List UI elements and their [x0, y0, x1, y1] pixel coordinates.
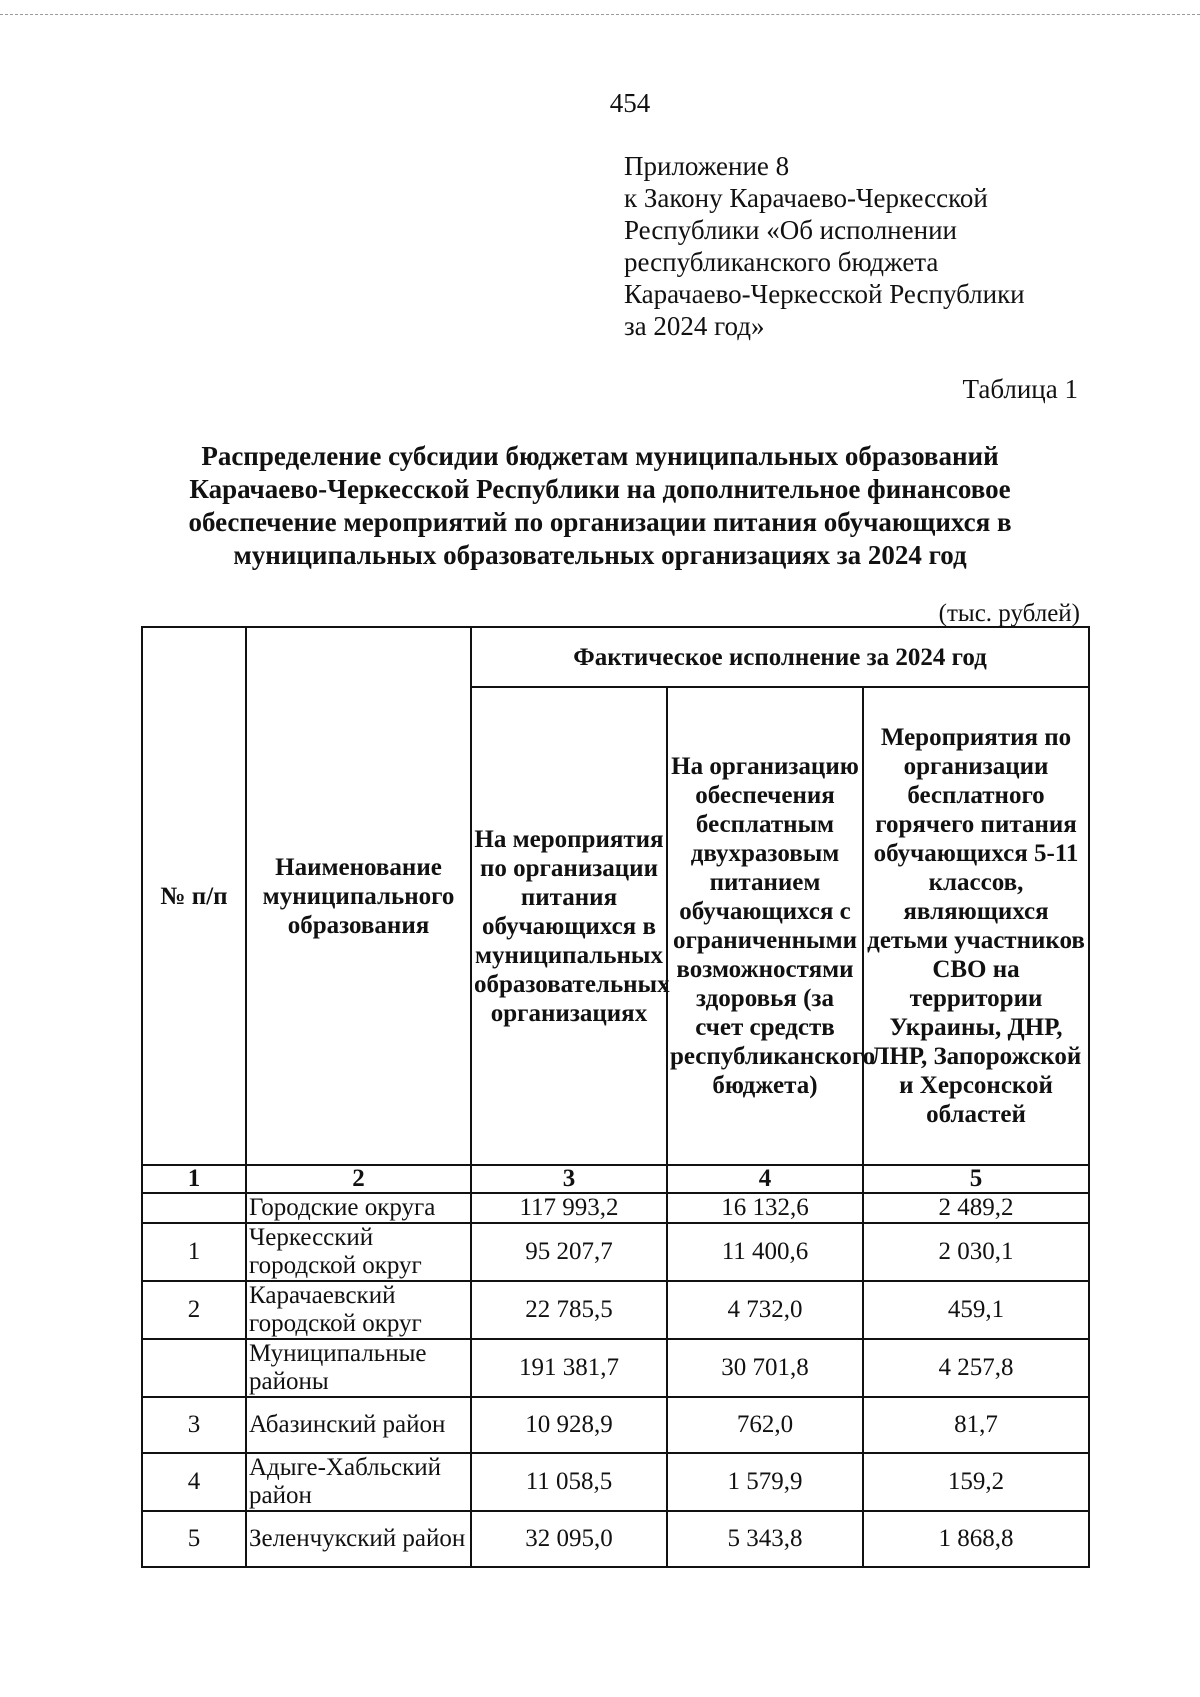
- table-row: [142, 1397, 1089, 1453]
- row-value-col5: 159,2: [863, 1453, 1089, 1511]
- header-col3: На мероприятия по организации питания обучающихся в муниципальных образовательных организациях: [471, 687, 667, 1165]
- row-value-col3: 32 095,0: [471, 1511, 667, 1567]
- row-name: Адыге-Хабльский район: [246, 1453, 471, 1511]
- row-name: Муниципальные районы: [246, 1339, 471, 1397]
- row-value-col5: 81,7: [863, 1397, 1089, 1453]
- row-num: [142, 1193, 246, 1223]
- table-row: [142, 1193, 1089, 1223]
- row-value-col5: 4 257,8: [863, 1339, 1089, 1397]
- page-number: 454: [609, 88, 651, 118]
- appendix-line: Карачаево-Черкесской Республики: [624, 279, 1025, 309]
- row-value-col4: 5 343,8: [667, 1511, 863, 1567]
- row-value-col3: 117 993,2: [471, 1193, 667, 1223]
- row-num: 2: [142, 1281, 246, 1339]
- appendix-line: за 2024 год»: [624, 311, 765, 341]
- row-value-col4: 1 579,9: [667, 1453, 863, 1511]
- row-name: Черкесский городской округ: [246, 1223, 471, 1281]
- table-row: [142, 1223, 1089, 1281]
- table-row: [142, 1453, 1089, 1511]
- row-num: 1: [142, 1223, 246, 1281]
- header-col5: Мероприятия по организации бесплатного горячего питания обучающихся 5-11 классов, являющихся детьми участников СВО на территории Украины, ДНР, ЛНР, Запорожской и Херсонской областей: [863, 687, 1089, 1165]
- subsidy-table: [141, 626, 1090, 1568]
- column-number: 1: [142, 1165, 246, 1193]
- table-row: [142, 1281, 1089, 1339]
- row-value-col3: 11 058,5: [471, 1453, 667, 1511]
- title-line: обеспечение мероприятий по организации питания обучающихся в: [188, 507, 1012, 537]
- row-name: Абазинский район: [246, 1397, 471, 1453]
- header-group: Фактическое исполнение за 2024 год: [471, 627, 1089, 687]
- header-col4: На организацию обеспечения бесплатным двухразовым питанием обучающихся с ограниченными возможностями здоровья (за счет средств республиканского бюджета): [667, 687, 863, 1165]
- row-num: 5: [142, 1511, 246, 1567]
- header-num: № п/п: [142, 627, 246, 1165]
- table-label: Таблица 1: [962, 374, 1078, 404]
- row-name: Карачаевский городской округ: [246, 1281, 471, 1339]
- row-num: 4: [142, 1453, 246, 1511]
- title-line: Карачаево-Черкесской Республики на дополнительное финансовое: [189, 474, 1011, 504]
- row-value-col4: 4 732,0: [667, 1281, 863, 1339]
- header-row: [142, 627, 1089, 687]
- appendix-line: Приложение 8: [624, 151, 790, 181]
- column-number: 4: [667, 1165, 863, 1193]
- row-value-col5: 1 868,8: [863, 1511, 1089, 1567]
- row-num: [142, 1339, 246, 1397]
- column-number: 2: [246, 1165, 471, 1193]
- appendix-line: республиканского бюджета: [624, 247, 939, 277]
- table-row: [142, 1339, 1089, 1397]
- scan-edge-line: [0, 14, 1200, 15]
- title-line: муниципальных образовательных организациях за 2024 год: [233, 540, 967, 570]
- row-value-col3: 95 207,7: [471, 1223, 667, 1281]
- row-value-col4: 30 701,8: [667, 1339, 863, 1397]
- row-value-col4: 16 132,6: [667, 1193, 863, 1223]
- appendix-line: Республики «Об исполнении: [624, 215, 957, 245]
- row-value-col4: 762,0: [667, 1397, 863, 1453]
- document-title: [120, 440, 1080, 572]
- row-value-col3: 191 381,7: [471, 1339, 667, 1397]
- row-value-col3: 22 785,5: [471, 1281, 667, 1339]
- row-name: Зеленчукский район: [246, 1511, 471, 1567]
- column-number: 5: [863, 1165, 1089, 1193]
- row-value-col5: 2 489,2: [863, 1193, 1089, 1223]
- table-row: [142, 1511, 1089, 1567]
- row-name: Городские округа: [246, 1193, 471, 1223]
- row-value-col4: 11 400,6: [667, 1223, 863, 1281]
- title-line: Распределение субсидии бюджетам муниципальных образований: [201, 441, 999, 471]
- appendix-note: [624, 150, 1104, 342]
- header-name: Наименование муниципального образования: [246, 627, 471, 1165]
- row-num: 3: [142, 1397, 246, 1453]
- appendix-line: к Закону Карачаево-Черкесской: [624, 183, 988, 213]
- row-value-col5: 459,1: [863, 1281, 1089, 1339]
- column-number: 3: [471, 1165, 667, 1193]
- column-number-row: [142, 1165, 1089, 1193]
- units-label: (тыс. рублей): [938, 600, 1080, 627]
- row-value-col3: 10 928,9: [471, 1397, 667, 1453]
- row-value-col5: 2 030,1: [863, 1223, 1089, 1281]
